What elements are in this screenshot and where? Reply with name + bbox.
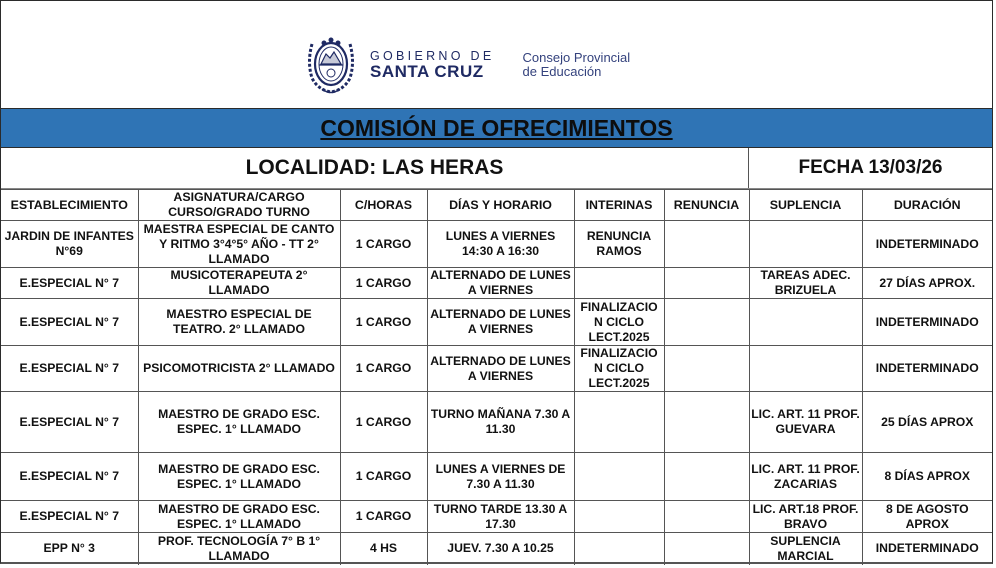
col-header-horas: C/HORAS: [340, 190, 427, 221]
government-name: [370, 49, 495, 81]
table-row: [1, 346, 992, 392]
cell-interinas: [574, 453, 664, 501]
provincial-seal-icon: [304, 34, 358, 96]
cell-establecimiento: E.ESPECIAL N° 7: [1, 268, 138, 299]
cell-horario: TURNO MAÑANA 7.30 A 11.30: [427, 392, 574, 453]
cell-horario: ALTERNADO DE LUNES A VIERNES: [427, 299, 574, 346]
cell-renuncia: [664, 268, 749, 299]
table-row: [1, 392, 992, 453]
cell-horario: JUEV. 7.30 A 10.25: [427, 533, 574, 565]
cell-interinas: [574, 533, 664, 565]
table-row: [1, 533, 992, 565]
col-header-suplencia: SUPLENCIA: [749, 190, 862, 221]
locality-row: [1, 148, 992, 189]
cell-establecimiento: E.ESPECIAL N° 7: [1, 501, 138, 533]
cell-horario: ALTERNADO DE LUNES A VIERNES: [427, 346, 574, 392]
cell-horas: 1 CARGO: [340, 268, 427, 299]
cell-horas: 1 CARGO: [340, 501, 427, 533]
institution-logo: [304, 34, 630, 96]
cell-asignatura: MAESTRO DE GRADO ESC. ESPEC. 1° LLAMADO: [138, 392, 340, 453]
cell-asignatura: PSICOMOTRICISTA 2° LLAMADO: [138, 346, 340, 392]
table-row: [1, 221, 992, 268]
cell-interinas: FINALIZACIO N CICLO LECT.2025: [574, 299, 664, 346]
cell-duracion: INDETERMINADO: [862, 221, 992, 268]
locality-label: LOCALIDAD: LAS HERAS: [1, 148, 749, 188]
table-row: [1, 268, 992, 299]
col-header-horario: DÍAS Y HORARIO: [427, 190, 574, 221]
cell-duracion: INDETERMINADO: [862, 533, 992, 565]
cell-asignatura: MUSICOTERAPEUTA 2° LLAMADO: [138, 268, 340, 299]
cell-asignatura: MAESTRO DE GRADO ESC. ESPEC. 1° LLAMADO: [138, 453, 340, 501]
cell-asignatura: MAESTRO DE GRADO ESC. ESPEC. 1° LLAMADO: [138, 501, 340, 533]
cell-renuncia: [664, 392, 749, 453]
cell-horas: 4 HS: [340, 533, 427, 565]
cell-asignatura: MAESTRO ESPECIAL DE TEATRO. 2° LLAMADO: [138, 299, 340, 346]
gov-line-2: SANTA CRUZ: [370, 62, 484, 81]
cell-renuncia: [664, 501, 749, 533]
title-band: [1, 108, 992, 148]
cell-suplencia: [749, 221, 862, 268]
cell-horario: ALTERNADO DE LUNES A VIERNES: [427, 268, 574, 299]
cell-interinas: FINALIZACIO N CICLO LECT.2025: [574, 346, 664, 392]
council-name: [523, 51, 631, 79]
col-header-establecimiento: ESTABLECIMIENTO: [1, 190, 138, 221]
cell-renuncia: [664, 221, 749, 268]
cell-duracion: 27 DÍAS APROX.: [862, 268, 992, 299]
col-header-renuncia: RENUNCIA: [664, 190, 749, 221]
cell-duracion: 25 DÍAS APROX: [862, 392, 992, 453]
cell-horario: TURNO TARDE 13.30 A 17.30: [427, 501, 574, 533]
cell-establecimiento: E.ESPECIAL N° 7: [1, 299, 138, 346]
cell-horas: 1 CARGO: [340, 346, 427, 392]
cell-horario: LUNES A VIERNES DE 7.30 A 11.30: [427, 453, 574, 501]
cell-renuncia: [664, 299, 749, 346]
table-row: [1, 299, 992, 346]
cell-renuncia: [664, 533, 749, 565]
cell-interinas: RENUNCIA RAMOS: [574, 221, 664, 268]
cell-duracion: INDETERMINADO: [862, 346, 992, 392]
cell-horas: 1 CARGO: [340, 221, 427, 268]
cell-asignatura: MAESTRA ESPECIAL DE CANTO Y RITMO 3°4°5° AÑO - TT 2° LLAMADO: [138, 221, 340, 268]
cell-suplencia: [749, 346, 862, 392]
cell-renuncia: [664, 346, 749, 392]
cell-duracion: 8 DÍAS APROX: [862, 453, 992, 501]
cell-establecimiento: E.ESPECIAL N° 7: [1, 453, 138, 501]
cell-horas: 1 CARGO: [340, 299, 427, 346]
cell-horas: 1 CARGO: [340, 392, 427, 453]
cell-suplencia: LIC. ART. 11 PROF. GUEVARA: [749, 392, 862, 453]
cell-establecimiento: EPP N° 3: [1, 533, 138, 565]
cell-duracion: 8 DE AGOSTO APROX: [862, 501, 992, 533]
col-header-duracion: DURACIÓN: [862, 190, 992, 221]
cell-suplencia: LIC. ART.18 PROF. BRAVO: [749, 501, 862, 533]
col-header-asignatura: ASIGNATURA/CARGO CURSO/GRADO TURNO: [138, 190, 340, 221]
cell-suplencia: LIC. ART. 11 PROF. ZACARIAS: [749, 453, 862, 501]
cell-establecimiento: JARDIN DE INFANTES N°69: [1, 221, 138, 268]
cell-suplencia: [749, 299, 862, 346]
table-row: [1, 453, 992, 501]
date-label: FECHA 13/03/26: [798, 157, 943, 178]
col-header-interinas: INTERINAS: [574, 190, 664, 221]
cell-duracion: INDETERMINADO: [862, 299, 992, 346]
table-header-row: [1, 190, 992, 221]
cell-establecimiento: E.ESPECIAL N° 7: [1, 392, 138, 453]
cell-renuncia: [664, 453, 749, 501]
cell-horas: 1 CARGO: [340, 453, 427, 501]
cell-interinas: [574, 392, 664, 453]
cell-horario: LUNES A VIERNES 14:30 A 16:30: [427, 221, 574, 268]
cell-interinas: [574, 268, 664, 299]
council-line-2: de Educación: [522, 64, 602, 79]
letterhead: [1, 1, 992, 108]
table-row: [1, 501, 992, 533]
cell-suplencia: TAREAS ADEC. BRIZUELA: [749, 268, 862, 299]
cell-establecimiento: E.ESPECIAL N° 7: [1, 346, 138, 392]
cell-suplencia: SUPLENCIA MARCIAL: [749, 533, 862, 565]
offers-table: [1, 189, 992, 565]
page-title: COMISIÓN DE OFRECIMIENTOS: [320, 114, 673, 141]
cell-interinas: [574, 501, 664, 533]
cell-asignatura: PROF. TECNOLOGÍA 7° B 1° LLAMADO: [138, 533, 340, 565]
gov-line-1: GOBIERNO DE: [370, 49, 495, 63]
council-line-1: Consejo Provincial: [522, 50, 631, 65]
